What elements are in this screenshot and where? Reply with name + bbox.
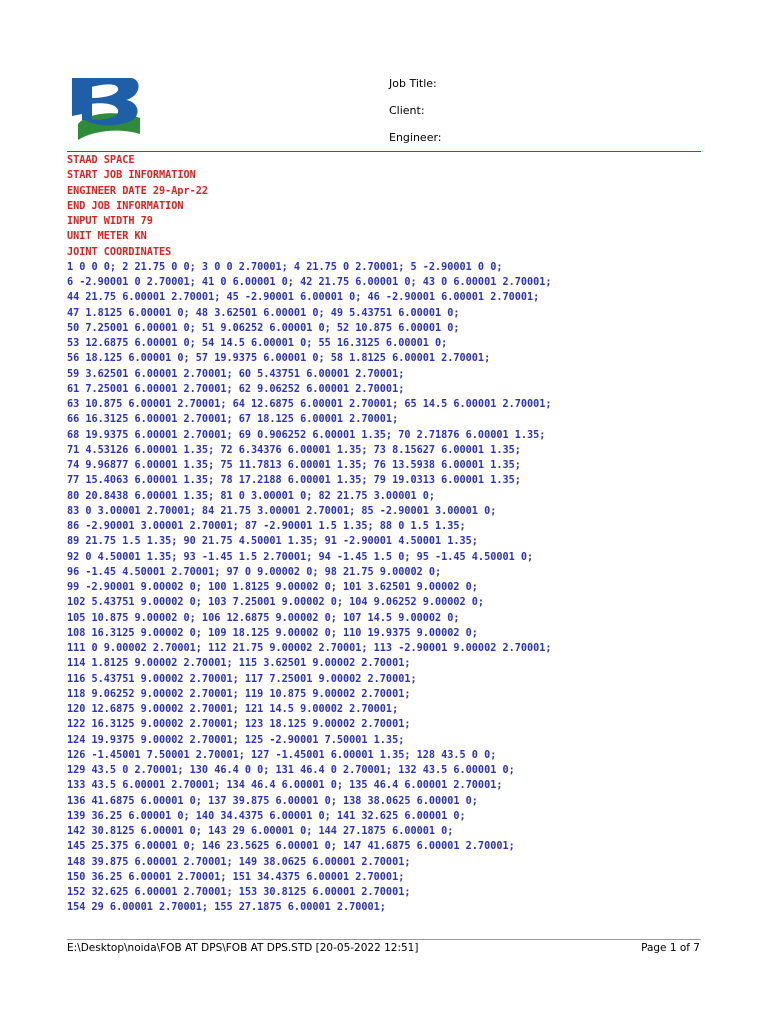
coordinate-line: 61 7.25001 6.00001 2.70001; 62 9.06252 6.00001 2.70001;	[67, 383, 405, 395]
coordinate-line: 83 0 3.00001 2.70001; 84 21.75 3.00001 2.70001; 85 -2.90001 3.00001 0;	[67, 505, 497, 517]
command-line: JOINT COORDINATES	[67, 246, 172, 258]
coordinate-line: 116 5.43751 9.00002 2.70001; 117 7.25001 9.00002 2.70001;	[67, 673, 417, 685]
coordinate-line: 53 12.6875 6.00001 0; 54 14.5 6.00001 0; 55 16.3125 6.00001 0;	[67, 338, 448, 349]
coordinate-line: 102 5.43751 9.00002 0; 103 7.25001 9.00002 0; 104 9.06252 9.00002 0;	[67, 597, 485, 609]
command-line: START JOB INFORMATION	[67, 170, 196, 182]
page-number: Page 1 of 7	[641, 942, 700, 954]
coordinate-line: 126 -1.45001 7.50001 2.70001; 127 -1.45001 6.00001 1.35; 128 43.5 0 0;	[67, 749, 497, 761]
command-line: END JOB INFORMATION	[67, 200, 184, 212]
coordinate-line: 124 19.9375 9.00002 2.70001; 125 -2.90001 7.50001 1.35;	[67, 734, 405, 746]
coordinate-line: 152 32.625 6.00001 2.70001; 153 30.8125 6.00001 2.70001;	[67, 887, 411, 898]
coordinate-line: 148 39.875 6.00001 2.70001; 149 38.0625 6.00001 2.70001;	[67, 856, 411, 868]
coordinate-line: 96 -1.45 4.50001 2.70001; 97 0 9.00002 0; 98 21.75 9.00002 0;	[67, 566, 442, 578]
coordinate-line: 68 19.9375 6.00001 2.70001; 69 0.906252 6.00001 1.35; 70 2.71876 6.00001 1.35;	[67, 429, 546, 441]
staad-input-listing	[67, 153, 707, 916]
coordinate-line: 86 -2.90001 3.00001 2.70001; 87 -2.90001 1.5 1.35; 88 0 1.5 1.35;	[67, 521, 466, 532]
coordinate-line: 111 0 9.00002 2.70001; 112 21.75 9.00002 2.70001; 113 -2.90001 9.00002 2.70001;	[67, 643, 552, 654]
footer-divider	[67, 939, 701, 940]
coordinate-line: 120 12.6875 9.00002 2.70001; 121 14.5 9.00002 2.70001;	[67, 704, 399, 715]
coordinate-line: 6 -2.90001 0 2.70001; 41 0 6.00001 0; 42 21.75 6.00001 0; 43 0 6.00001 2.70001;	[67, 277, 552, 288]
engineer-label: Engineer:	[389, 131, 442, 144]
header-divider	[67, 151, 701, 152]
coordinate-line: 74 9.96877 6.00001 1.35; 75 11.7813 6.00001 1.35; 76 13.5938 6.00001 1.35;	[67, 460, 521, 471]
coordinate-line: 150 36.25 6.00001 2.70001; 151 34.4375 6.00001 2.70001;	[67, 871, 405, 883]
coordinate-line: 105 10.875 9.00002 0; 106 12.6875 9.00002 0; 107 14.5 9.00002 0;	[67, 612, 460, 624]
coordinate-line: 133 43.5 6.00001 2.70001; 134 46.4 6.00001 0; 135 46.4 6.00001 2.70001;	[67, 780, 503, 792]
coordinate-line: 47 1.8125 6.00001 0; 48 3.62501 6.00001 0; 49 5.43751 6.00001 0;	[67, 307, 460, 319]
coordinate-line: 89 21.75 1.5 1.35; 90 21.75 4.50001 1.35; 91 -2.90001 4.50001 1.35;	[67, 536, 478, 548]
client-label: Client:	[389, 104, 425, 117]
coordinate-line: 129 43.5 0 2.70001; 130 46.4 0 0; 131 46.4 0 2.70001; 132 43.5 6.00001 0;	[67, 765, 515, 776]
coordinate-line: 63 10.875 6.00001 2.70001; 64 12.6875 6.00001 2.70001; 65 14.5 6.00001 2.70001;	[67, 399, 552, 410]
command-line: UNIT METER KN	[67, 231, 147, 243]
command-line: ENGINEER DATE 29-Apr-22	[67, 185, 209, 197]
coordinate-line: 1 0 0 0; 2 21.75 0 0; 3 0 0 2.70001; 4 21.75 0 2.70001; 5 -2.90001 0 0;	[67, 261, 503, 273]
coordinate-line: 80 20.8438 6.00001 1.35; 81 0 3.00001 0; 82 21.75 3.00001 0;	[67, 490, 436, 502]
coordinate-line: 50 7.25001 6.00001 0; 51 9.06252 6.00001 0; 52 10.875 6.00001 0;	[67, 322, 460, 334]
coordinate-line: 136 41.6875 6.00001 0; 137 39.875 6.00001 0; 138 38.0625 6.00001 0;	[67, 795, 478, 807]
job-title-label: Job Title:	[389, 77, 437, 90]
command-line: STAAD SPACE	[67, 155, 135, 166]
coordinate-line: 99 -2.90001 9.00002 0; 100 1.8125 9.00002 0; 101 3.62501 9.00002 0;	[67, 582, 478, 593]
coordinate-line: 142 30.8125 6.00001 0; 143 29 6.00001 0; 144 27.1875 6.00001 0;	[67, 826, 454, 837]
staad-logo-icon	[68, 74, 142, 142]
coordinate-line: 118 9.06252 9.00002 2.70001; 119 10.875 9.00002 2.70001;	[67, 688, 411, 700]
coordinate-line: 154 29 6.00001 2.70001; 155 27.1875 6.00001 2.70001;	[67, 902, 386, 914]
coordinate-line: 145 25.375 6.00001 0; 146 23.5625 6.00001 0; 147 41.6875 6.00001 2.70001;	[67, 841, 515, 853]
coordinate-line: 71 4.53126 6.00001 1.35; 72 6.34376 6.00001 1.35; 73 8.15627 6.00001 1.35;	[67, 444, 521, 456]
coordinate-line: 59 3.62501 6.00001 2.70001; 60 5.43751 6.00001 2.70001;	[67, 368, 405, 380]
coordinate-line: 56 18.125 6.00001 0; 57 19.9375 6.00001 0; 58 1.8125 6.00001 2.70001;	[67, 353, 491, 365]
file-path: E:\Desktop\noida\FOB AT DPS\FOB AT DPS.STD [20-05-2022 12:51]	[67, 942, 419, 954]
coordinate-line: 66 16.3125 6.00001 2.70001; 67 18.125 6.00001 2.70001;	[67, 414, 399, 426]
coordinate-line: 108 16.3125 9.00002 0; 109 18.125 9.00002 0; 110 19.9375 9.00002 0;	[67, 627, 478, 639]
coordinate-line: 139 36.25 6.00001 0; 140 34.4375 6.00001 0; 141 32.625 6.00001 0;	[67, 810, 466, 822]
coordinate-line: 114 1.8125 9.00002 2.70001; 115 3.62501 9.00002 2.70001;	[67, 658, 411, 670]
command-line: INPUT WIDTH 79	[67, 216, 153, 227]
coordinate-line: 122 16.3125 9.00002 2.70001; 123 18.125 9.00002 2.70001;	[67, 719, 411, 731]
coordinate-line: 92 0 4.50001 1.35; 93 -1.45 1.5 2.70001; 94 -1.45 1.5 0; 95 -1.45 4.50001 0;	[67, 551, 534, 563]
coordinate-line: 44 21.75 6.00001 2.70001; 45 -2.90001 6.00001 0; 46 -2.90001 6.00001 2.70001;	[67, 292, 540, 304]
coordinate-line: 77 15.4063 6.00001 1.35; 78 17.2188 6.00001 1.35; 79 19.0313 6.00001 1.35;	[67, 475, 521, 487]
